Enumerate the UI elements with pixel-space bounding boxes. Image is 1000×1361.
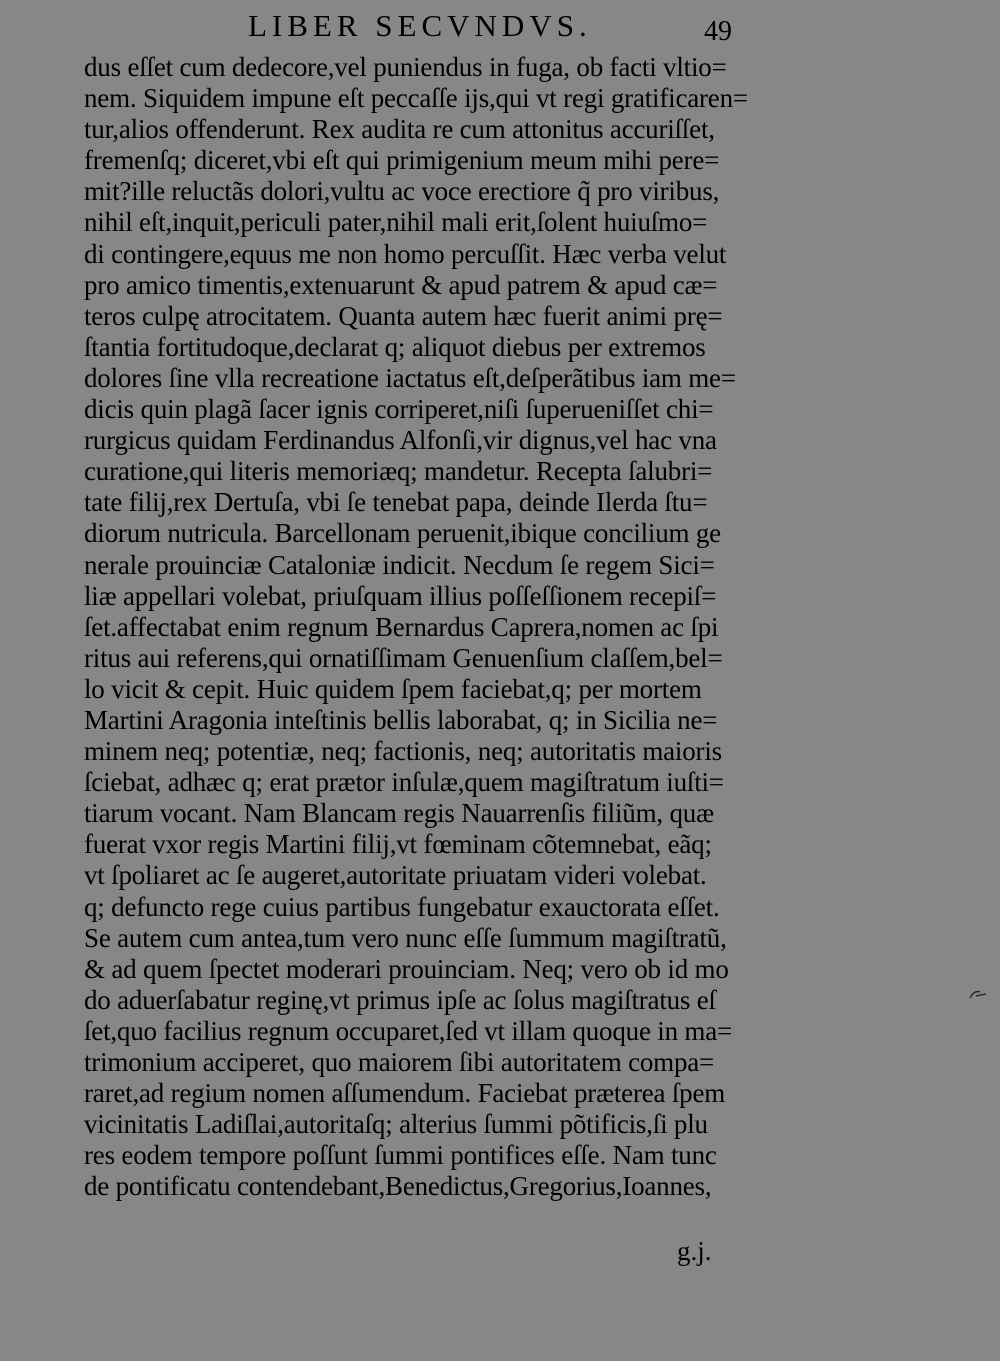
text-line: vt ſpoliaret ac ſe augeret,autoritate priuatam videri volebat. xyxy=(84,860,707,891)
text-line: do aduerſabatur reginę,vt primus ipſe ac ſolus magiſtratus eſ xyxy=(84,984,716,1015)
text-line: vicinitatis Ladiſlai,autoritaſq; alterius ſummi põtificis,ſi plu xyxy=(84,1109,708,1140)
text-line: mit?ille reluctãs dolori,vultu ac voce erectiore q̃ pro viribus, xyxy=(84,176,720,207)
text-line: de pontificatu contendebant,Benedictus,Gregorius,Ioannes, xyxy=(84,1171,712,1202)
text-line: ſet,quo facilius regnum occuparet,ſed vt illam quoque in ma= xyxy=(84,1015,733,1046)
text-line: dicis quin plagã ſacer ignis corriperet,niſi ſuperueniſſet chi= xyxy=(84,394,714,425)
text-line: fuerat vxor regis Martini filij,vt fœminam cõtemnebat, eãq; xyxy=(84,829,712,860)
text-line: q; defuncto rege cuius partibus fungebatur exauctorata eſſet. xyxy=(84,891,720,922)
text-line: liæ appellari volebat, priuſquam illius poſſeſſionem recepiſ= xyxy=(84,580,717,611)
text-line: ſet.affectabat enim regnum Bernardus Caprera,nomen ac ſpi xyxy=(84,611,719,642)
text-line: fremenſq; diceret,vbi eſt qui primigenium meum mihi pere= xyxy=(84,145,720,176)
text-line: curatione,qui literis memoriæq; mandetur. Recepta ſalubri= xyxy=(84,456,713,487)
margin-mark-icon xyxy=(968,988,990,1000)
text-line: dus eſſet cum dedecore,vel puniendus in fuga, ob facti vltio= xyxy=(84,52,727,82)
text-line: minem neq; potentiæ, neq; factionis, neq; autoritatis maioris xyxy=(84,736,722,767)
text-line: diorum nutricula. Barcellonam peruenit,ibique concilium ge xyxy=(84,518,721,549)
text-line: nerale prouinciæ Cataloniæ indicit. Necdum ſe regem Sici= xyxy=(84,549,715,580)
text-line: ſciebat, adhæc q; erat prætor inſulæ,quem magiſtratum iuſti= xyxy=(84,767,724,798)
signature-mark: g.j. xyxy=(677,1236,712,1266)
text-line: lo vicit & cepit. Huic quidem ſpem faciebat,q; per mortem xyxy=(84,673,702,704)
text-line: & ad quem ſpectet moderari prouinciam. Neq; vero ob id mo xyxy=(84,953,729,984)
text-line: res eodem tempore poſſunt ſummi pontifices eſſe. Nam tunc xyxy=(84,1140,717,1171)
text-line: dolores ſine vlla recreatione iactatus eſt,deſperãtibus iam me= xyxy=(84,362,736,393)
text-line: Se autem cum antea,tum vero nunc eſſe ſummum magiſtratũ, xyxy=(84,922,727,953)
text-line: raret,ad regium nomen aſſumendum. Faciebat præterea ſpem xyxy=(84,1078,726,1109)
text-line: teros culpę atrocitatem. Quanta autem hæc fuerit animi prę= xyxy=(84,300,723,331)
text-line: nihil eſt,inquit,periculi pater,nihil mali erit,ſolent huiuſmo= xyxy=(84,207,708,238)
text-line: ritus aui referens,qui ornatiſſimam Genuenſium claſſem,bel= xyxy=(84,642,723,673)
text-line: tate filij,rex Dertuſa, vbi ſe tenebat papa, deinde Ilerda ſtu= xyxy=(84,487,708,518)
text-line: ſtantia fortitudoque,declarat q; aliquot diebus per extremos xyxy=(84,331,706,362)
text-line: tur,alios offenderunt. Rex audita re cum attonitus accuriſſet, xyxy=(84,114,715,145)
text-line: rurgicus quidam Ferdinandus Alfonſi,vir dignus,vel hac vna xyxy=(84,425,717,456)
text-line: trimonium acciperet, quo maiorem ſibi autoritatem compa= xyxy=(84,1047,715,1077)
text-line: Martini Aragonia inteſtinis bellis laborabat, q; in Sicilia ne= xyxy=(84,704,718,735)
page-number: 49 xyxy=(704,16,732,47)
text-line: di contingere,equus me non homo percuſſit. Hæc verba velut xyxy=(84,238,727,269)
text-line: pro amico timentis,extenuarunt & apud patrem & apud cæ= xyxy=(84,269,718,300)
text-line: nem. Siquidem impune eſt peccaſſe ijs,qui vt regi gratificaren= xyxy=(84,83,748,114)
running-head: LIBER SECVNDVS. xyxy=(248,8,592,43)
text-line: tiarum vocant. Nam Blancam regis Nauarrenſis filiũm, quæ xyxy=(84,798,714,829)
body-text xyxy=(84,52,824,1202)
page-header xyxy=(0,6,1000,46)
